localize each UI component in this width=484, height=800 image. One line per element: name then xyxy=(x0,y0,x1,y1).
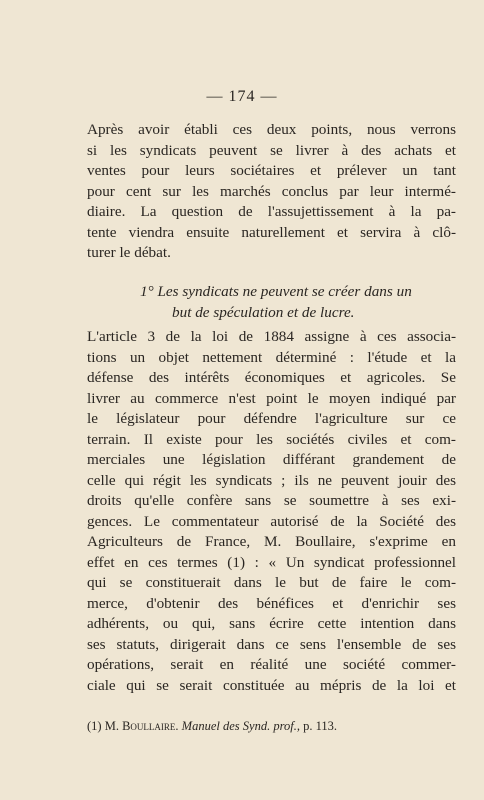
text-line: défense des intérêts économiques et agricoles. Se xyxy=(87,369,456,386)
text-line: Après avoir établi ces deux points, nous verrons xyxy=(87,121,456,138)
footnote-title: Manuel des Synd. prof., xyxy=(181,719,300,733)
text-line: turer le débat. xyxy=(87,244,171,261)
text-line: L'article 3 de la loi de 1884 assigne à ces associa- xyxy=(87,328,456,345)
text-line: Agriculteurs de France, M. Boullaire, s'exprime en xyxy=(87,533,456,550)
text-line: qui se constituerait dans le but de faire le com- xyxy=(87,574,456,591)
text-line: merciales une législation différant grandement de xyxy=(87,451,456,468)
text-line: si les syndicats peuvent se livrer à des achats et xyxy=(87,141,456,159)
text-line: ventes pour leurs sociétaires et prélever un tant xyxy=(87,162,456,179)
section-heading-line1: 1° Les syndicats ne peuvent se créer dans un xyxy=(140,283,412,300)
text-line: tions un objet nettement déterminé : l'étude et la xyxy=(87,348,456,366)
text-line: diaire. La question de l'assujettissement à la pa- xyxy=(87,203,456,220)
text-line: droits qu'elle confère sans se soumettre à ses exi- xyxy=(87,492,456,509)
intro-paragraph xyxy=(87,120,456,264)
body-paragraph xyxy=(87,327,456,696)
footnote xyxy=(87,718,456,734)
text-line: livrer au commerce n'est point le moyen indiqué par xyxy=(87,389,456,407)
text-line: pour cent sur les marchés conclus par leur intermé- xyxy=(87,182,456,200)
text-line: ses statuts, dirigerait dans ce sens l'ensemble de ses xyxy=(87,635,456,653)
text-line: adhérents, ou qui, sans écrire cette intention dans xyxy=(87,615,456,632)
text-line: gences. Le commentateur autorisé de la Société des xyxy=(87,512,456,530)
text-line: terrain. Il existe pour les sociétés civiles et com- xyxy=(87,430,456,448)
section-heading-line2: but de spéculation et de lucre. xyxy=(172,303,355,321)
footnote-page: p. 113. xyxy=(303,719,337,733)
text-line: effet en ces termes (1) : « Un syndicat professionnel xyxy=(87,553,456,571)
section-heading xyxy=(140,282,460,323)
text-line: le législateur pour défendre l'agriculture sur ce xyxy=(87,410,456,427)
text-line: celle qui régit les syndicats ; ils ne peuvent jouir des xyxy=(87,471,456,489)
text-line: tente viendra ensuite naturellement et servira à clô- xyxy=(87,223,456,241)
text-line: opérations, serait en réalité une société commer- xyxy=(87,656,456,673)
page-number: — 174 — xyxy=(206,88,278,105)
footnote-marker: (1) M. xyxy=(87,719,119,733)
text-line: merce, d'obtenir des bénéfices et d'enrichir ses xyxy=(87,594,456,612)
footnote-author: Boullaire. xyxy=(122,719,179,733)
text-line: ciale qui se serait constituée au mépris de la loi et xyxy=(87,676,456,694)
